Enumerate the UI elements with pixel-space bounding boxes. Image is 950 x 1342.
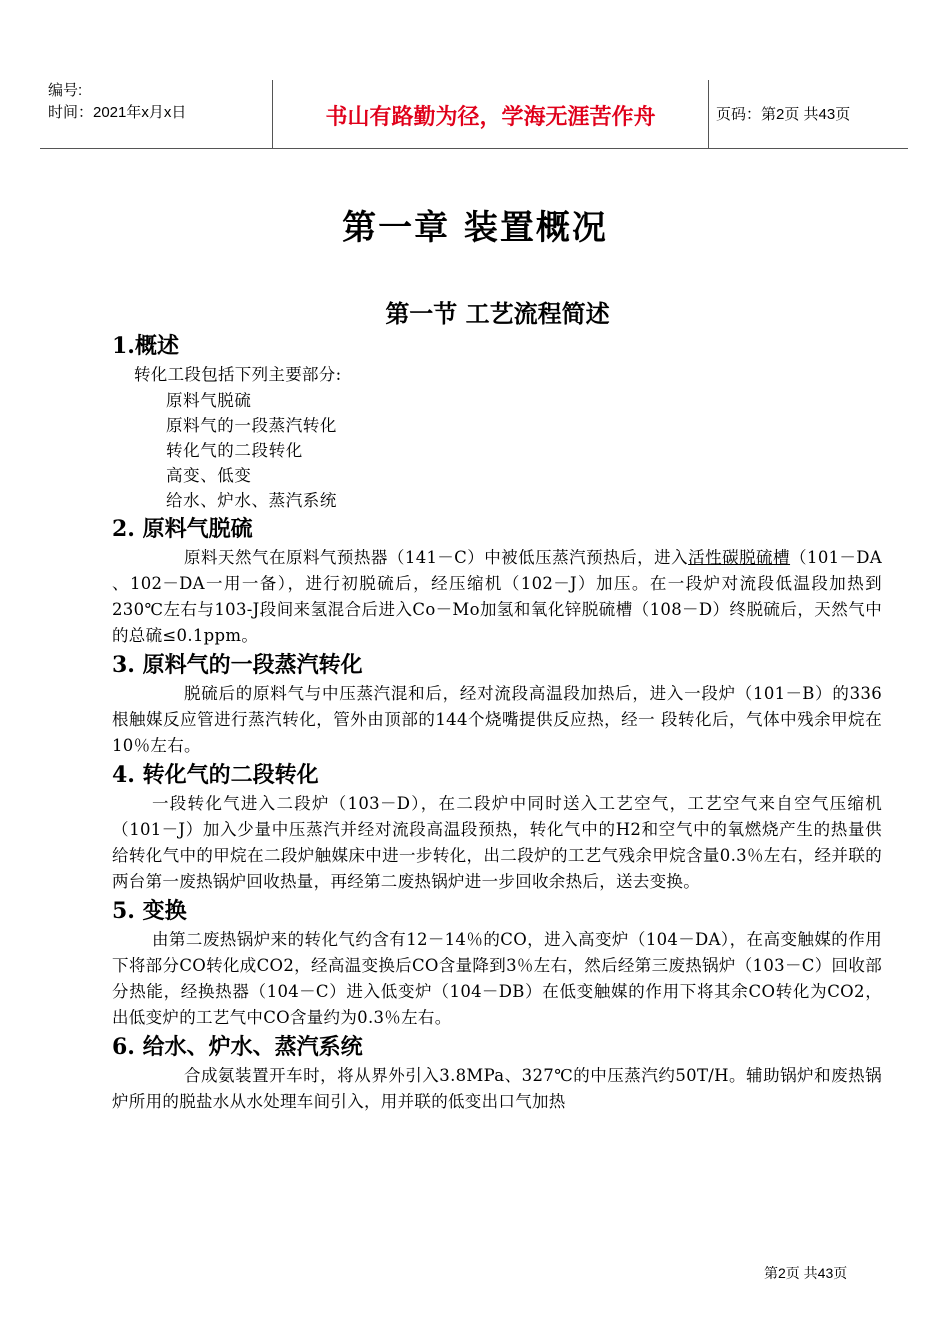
underlined-term: 活性碳脱硫槽 [688, 548, 791, 567]
list-item: 高变、低变 [166, 466, 252, 485]
section-paragraph: 合成氨装置开车时，将从界外引入3.8MPa、327℃的中压蒸汽约50T/H。辅助锅炉和废热锅炉所用的脱盐水从水处理车间引入，用并联的低变出口气加热 [112, 1066, 882, 1111]
section-title: 第一节 工艺流程简述 [385, 299, 610, 328]
section-heading: 3. 原料气的一段蒸汽转化 [112, 652, 363, 678]
section-heading: 4. 转化气的二段转化 [112, 762, 319, 788]
section-heading: 1.概述 [112, 333, 179, 359]
paragraph-text: （101－DA 、102－DA一用一备），进行初脱硫后，经压缩机（102－J）加压。在一段炉对流段低温段加热到230℃左右与103-J段间来氢混合后进入Co－Mo加氢和氧化锌脱硫槽（108－D）终脱硫后，天然气中的总硫≤0.1ppm。 [112, 548, 882, 645]
list-item: 给水、炉水、蒸汽系统 [166, 491, 337, 510]
section-paragraph: 由第二废热锅炉来的转化气约含有12－14％的CO，进入高变炉（104－DA），在高变触媒的作用下将部分CO转化成CO2，经高温变换后CO含量降到3％左右，然后经第三废热锅炉（103－C）回收部分热能，经换热器（104－C）进入低变炉（104－DB）在低变触媒的作用下将其余CO转化为CO2，出低变炉的工艺气中CO含量约为0.3％左右。 [112, 930, 882, 1027]
page-footer: 第2页 共43页 [764, 1265, 848, 1281]
section-heading: 6. 给水、炉水、蒸汽系统 [112, 1034, 363, 1060]
section-paragraph: 一段转化气进入二段炉（103－D），在二段炉中同时送入工艺空气，工艺空气来自空气压缩机（101－J）加入少量中压蒸汽并经对流段高温段预热，转化气中的H2和空气中的氧燃烧产生的热量供给转化气中的甲烷在二段炉触媒床中进一步转化，出二段炉的工艺气残余甲烷含量0.3％左右，经并联的两台第一废热锅炉回收热量，再经第二废热锅炉进一步回收余热后，送去变换。 [112, 794, 882, 891]
header-page-number: 页码：第2页 共43页 [716, 106, 851, 123]
document-body [112, 330, 882, 1115]
section-intro: 转化工段包括下列主要部分: [134, 365, 342, 384]
chapter-title: 第一章 装置概况 [342, 208, 608, 248]
header-time-label: 时间：2021年x月x日 [48, 104, 187, 121]
component-list [112, 388, 882, 513]
section-heading: 2. 原料气脱硫 [112, 516, 253, 542]
section-heading: 5. 变换 [112, 898, 187, 924]
paragraph-text: 原料天然气在原料气预热器（141－C）中被低压蒸汽预热后，进入 [184, 548, 689, 567]
header-meta [48, 80, 268, 124]
section-paragraph: 脱硫后的原料气与中压蒸汽混和后，经对流段高温段加热后，进入一段炉（101－B）的336根触媒反应管进行蒸汽转化，管外由顶部的144个烧嘴提供反应热，经一 段转化后，气体中残余甲烷在10％左右。 [112, 684, 882, 755]
header-motto: 书山有路勤为径，学海无涯苦作舟 [325, 104, 656, 129]
header-number-label: 编号: [48, 82, 83, 99]
header-divider [708, 80, 709, 148]
section-paragraph [112, 545, 882, 649]
page-header [40, 80, 908, 149]
list-item: 转化气的二段转化 [166, 441, 303, 460]
list-item: 原料气脱硫 [166, 391, 252, 410]
list-item: 原料气的一段蒸汽转化 [166, 416, 337, 435]
